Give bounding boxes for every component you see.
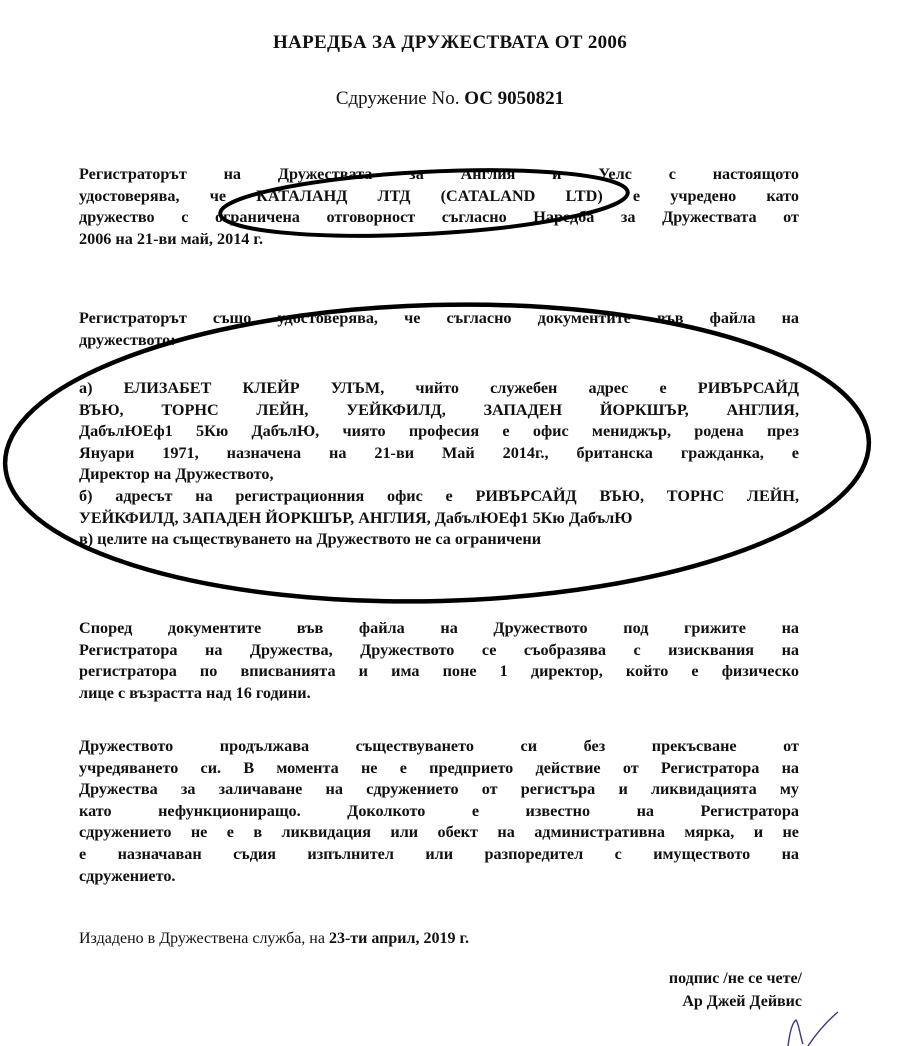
signature-note: подпис /не се чете/ — [668, 970, 802, 987]
paragraph-line: Регистраторът на Дружествата за Англия и Уелс с настоящото — [79, 165, 799, 183]
registration-number: ОС 9050821 — [464, 88, 565, 109]
paragraph-line: Регистраторът също удостоверява, че съгласно документите във файла на — [79, 309, 799, 327]
issued-prefix: Издадено в Дружествена служба, на — [79, 930, 325, 947]
paragraph-line: б) адресът на регистрационния офис е РИВЪРСАЙД ВЪЮ, ТОРНС ЛЕЙН, — [79, 486, 799, 505]
paragraph-line: учредяването си. В момента не е предприето действие от Регистратора на — [79, 758, 799, 777]
paragraph-line: а) ЕЛИЗАБЕТ КЛЕЙР УЛЪМ, чийто служебен адрес е РИВЪРСАЙД — [79, 379, 799, 397]
paragraph-line: Регистратора на Дружества, Дружеството се съобразява с изисквания на — [79, 640, 799, 659]
paragraph-line: сдружението не е в ликвидация или обект на административна мярка, и не — [79, 823, 799, 842]
signatory-name: Ар Джей Дейвис — [682, 993, 802, 1010]
paragraph-line: е назначаван съдия изпълнител или разпоредител с имуществото на — [79, 844, 799, 863]
document-title: НАРЕДБА ЗА ДРУЖЕСТВАТА ОТ 2006 — [272, 32, 628, 53]
paragraph-line: 2006 на 21-ви май, 2014 г. — [79, 229, 264, 248]
company-name-highlight-ellipse — [219, 161, 630, 244]
registration-label: Сдружение No. — [335, 88, 460, 109]
paragraph-line: Дружеството продължава съществуването си без прекъсване от — [79, 737, 799, 755]
paragraph-line: ДабълЮЕф1 5Кю ДабълЮ, чиято професия е офис мениджър, родена през — [79, 422, 799, 441]
paragraph-line: дружеството: — [79, 330, 176, 349]
paragraph-line: регистратора по вписванията и има поне 1 директор, който е физическо — [79, 662, 799, 681]
paragraph-line: като нефункциониращо. Доколкото е известно на Регистратора — [79, 801, 799, 820]
paragraph-line: сдружението. — [79, 866, 176, 885]
paragraph-line: лице с възрастта над 16 години. — [79, 683, 311, 702]
paragraph-line: Директор на Дружеството, — [79, 465, 274, 484]
paragraph-line: Според документите във файла на Дружеството под грижите на — [79, 619, 799, 637]
paragraph-line: Дружества за заличаване на сдружението от регистъра и ликвидацията му — [79, 780, 799, 799]
paragraph-line: ВЪЮ, ТОРНС ЛЕЙН, УЕЙКФИЛД, ЗАПАДЕН ЙОРКШЪР, АНГЛИЯ, — [79, 400, 799, 419]
signature-scribble-icon — [788, 1012, 838, 1046]
paragraph-line: в) целите на съществуването на Дружеството не са ограничени — [79, 530, 542, 549]
paragraph-line: дружество с ограничена отговорност съгласно Наредба за Дружествата от — [79, 208, 799, 227]
paragraph-line: удостоверява, че КАТАЛАНД ЛТД (CATALAND LTD) е учредено като — [79, 186, 799, 205]
director-details-highlight-ellipse — [1, 294, 872, 613]
paragraph-line: Януари 1971, назначена на 21-ви Май 2014г., британска гражданка, е — [79, 443, 799, 462]
paragraph-line: УЕЙКФИЛД, ЗАПАДЕН ЙОРКШЪР, АНГЛИЯ, ДабълЮЕф1 5Кю ДабълЮ — [79, 508, 633, 527]
issued-date: 23-ти април, 2019 г. — [328, 930, 469, 947]
